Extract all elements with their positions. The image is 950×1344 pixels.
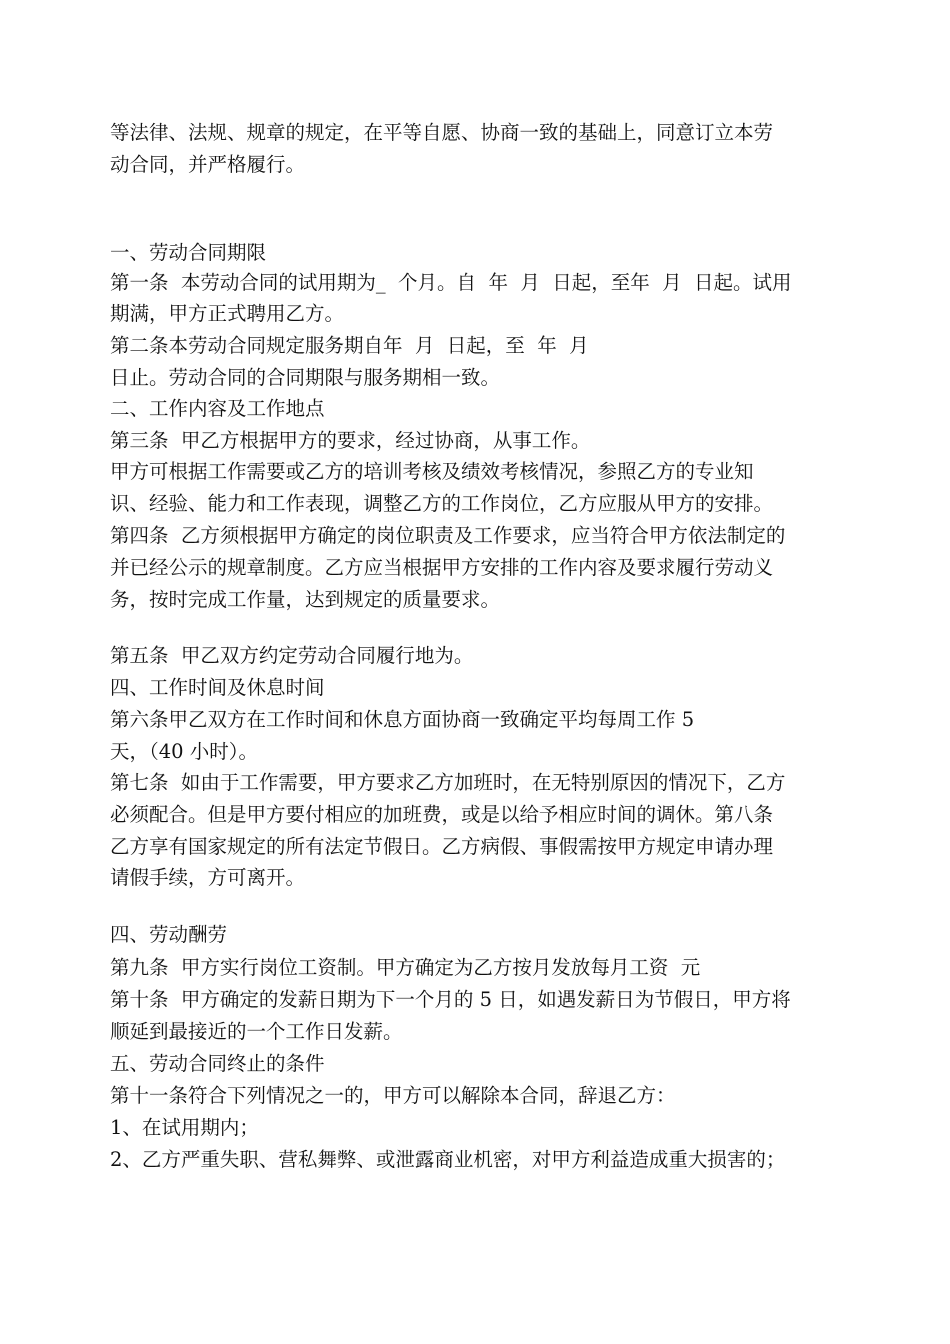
text-line: 第十一条符合下列情况之一的，甲方可以解除本合同，辞退乙方： <box>110 1084 676 1107</box>
text-line: 并已经公示的规章制度。乙方应当根据甲方安排的工作内容及要求履行劳动义 <box>110 556 774 579</box>
text-line: 第五条 甲乙双方约定劳动合同履行地为。 <box>110 644 474 667</box>
text-line: 第六条甲乙双方在工作时间和休息方面协商一致确定平均每周工作 5 <box>110 708 695 731</box>
text-line: 第一条 本劳动合同的试用期为_ 个月。自 年 月 日起，至年 月 日起。试用 <box>110 271 792 294</box>
text-line: 第二条本劳动合同规定服务期自年 月 日起，至 年 月 <box>110 334 589 357</box>
section-heading: 四、工作时间及休息时间 <box>110 676 325 699</box>
text-line: 第三条 甲乙方根据甲方的要求，经过协商，从事工作。 <box>110 429 591 452</box>
text-line: 第七条 如由于工作需要，甲方要求乙方加班时，在无特别原因的情况下，乙方 <box>110 771 786 794</box>
text-line: 等法律、法规、规章的规定，在平等自愿、协商一致的基础上，同意订立本劳 <box>110 121 774 144</box>
text-line: 务，按时完成工作量，达到规定的质量要求。 <box>110 588 501 611</box>
text-line: 识、经验、能力和工作表现，调整乙方的工作岗位，乙方应服从甲方的安排。 <box>110 492 774 515</box>
section-heading: 五、劳动合同终止的条件 <box>110 1052 325 1075</box>
text-line: 顺延到最接近的一个工作日发薪。 <box>110 1020 403 1043</box>
text-line: 第九条 甲方实行岗位工资制。甲方确定为乙方按月发放每月工资 元 <box>110 956 701 979</box>
text-line: 动合同，并严格履行。 <box>110 153 306 176</box>
list-item: 1、在试用期内； <box>110 1116 259 1139</box>
list-item: 2、乙方严重失职、营私舞弊、或泄露商业机密，对甲方利益造成重大损害的； <box>110 1148 786 1171</box>
text-line: 第四条 乙方须根据甲方确定的岗位职责及工作要求，应当符合甲方依法制定的 <box>110 524 786 547</box>
text-line: 第十条 甲方确定的发薪日期为下一个月的 5 日，如遇发薪日为节假日，甲方将 <box>110 988 791 1011</box>
text-line: 期满，甲方正式聘用乙方。 <box>110 302 345 325</box>
text-line: 日止。劳动合同的合同期限与服务期相一致。 <box>110 366 501 389</box>
text-line: 必须配合。但是甲方要付相应的加班费，或是以给予相应时间的调休。第八条 <box>110 803 774 826</box>
section-heading: 一、劳动合同期限 <box>110 241 267 264</box>
text-line: 请假手续，方可离开。 <box>110 866 306 889</box>
section-heading: 二、工作内容及工作地点 <box>110 397 325 420</box>
text-line: 乙方享有国家规定的所有法定节假日。乙方病假、事假需按甲方规定申请办理 <box>110 835 774 858</box>
section-heading: 四、劳动酬劳 <box>110 923 228 946</box>
text-line: 甲方可根据工作需要或乙方的培训考核及绩效考核情况，参照乙方的专业知 <box>110 460 754 483</box>
text-line: 天，（40 小时）。 <box>110 740 259 763</box>
